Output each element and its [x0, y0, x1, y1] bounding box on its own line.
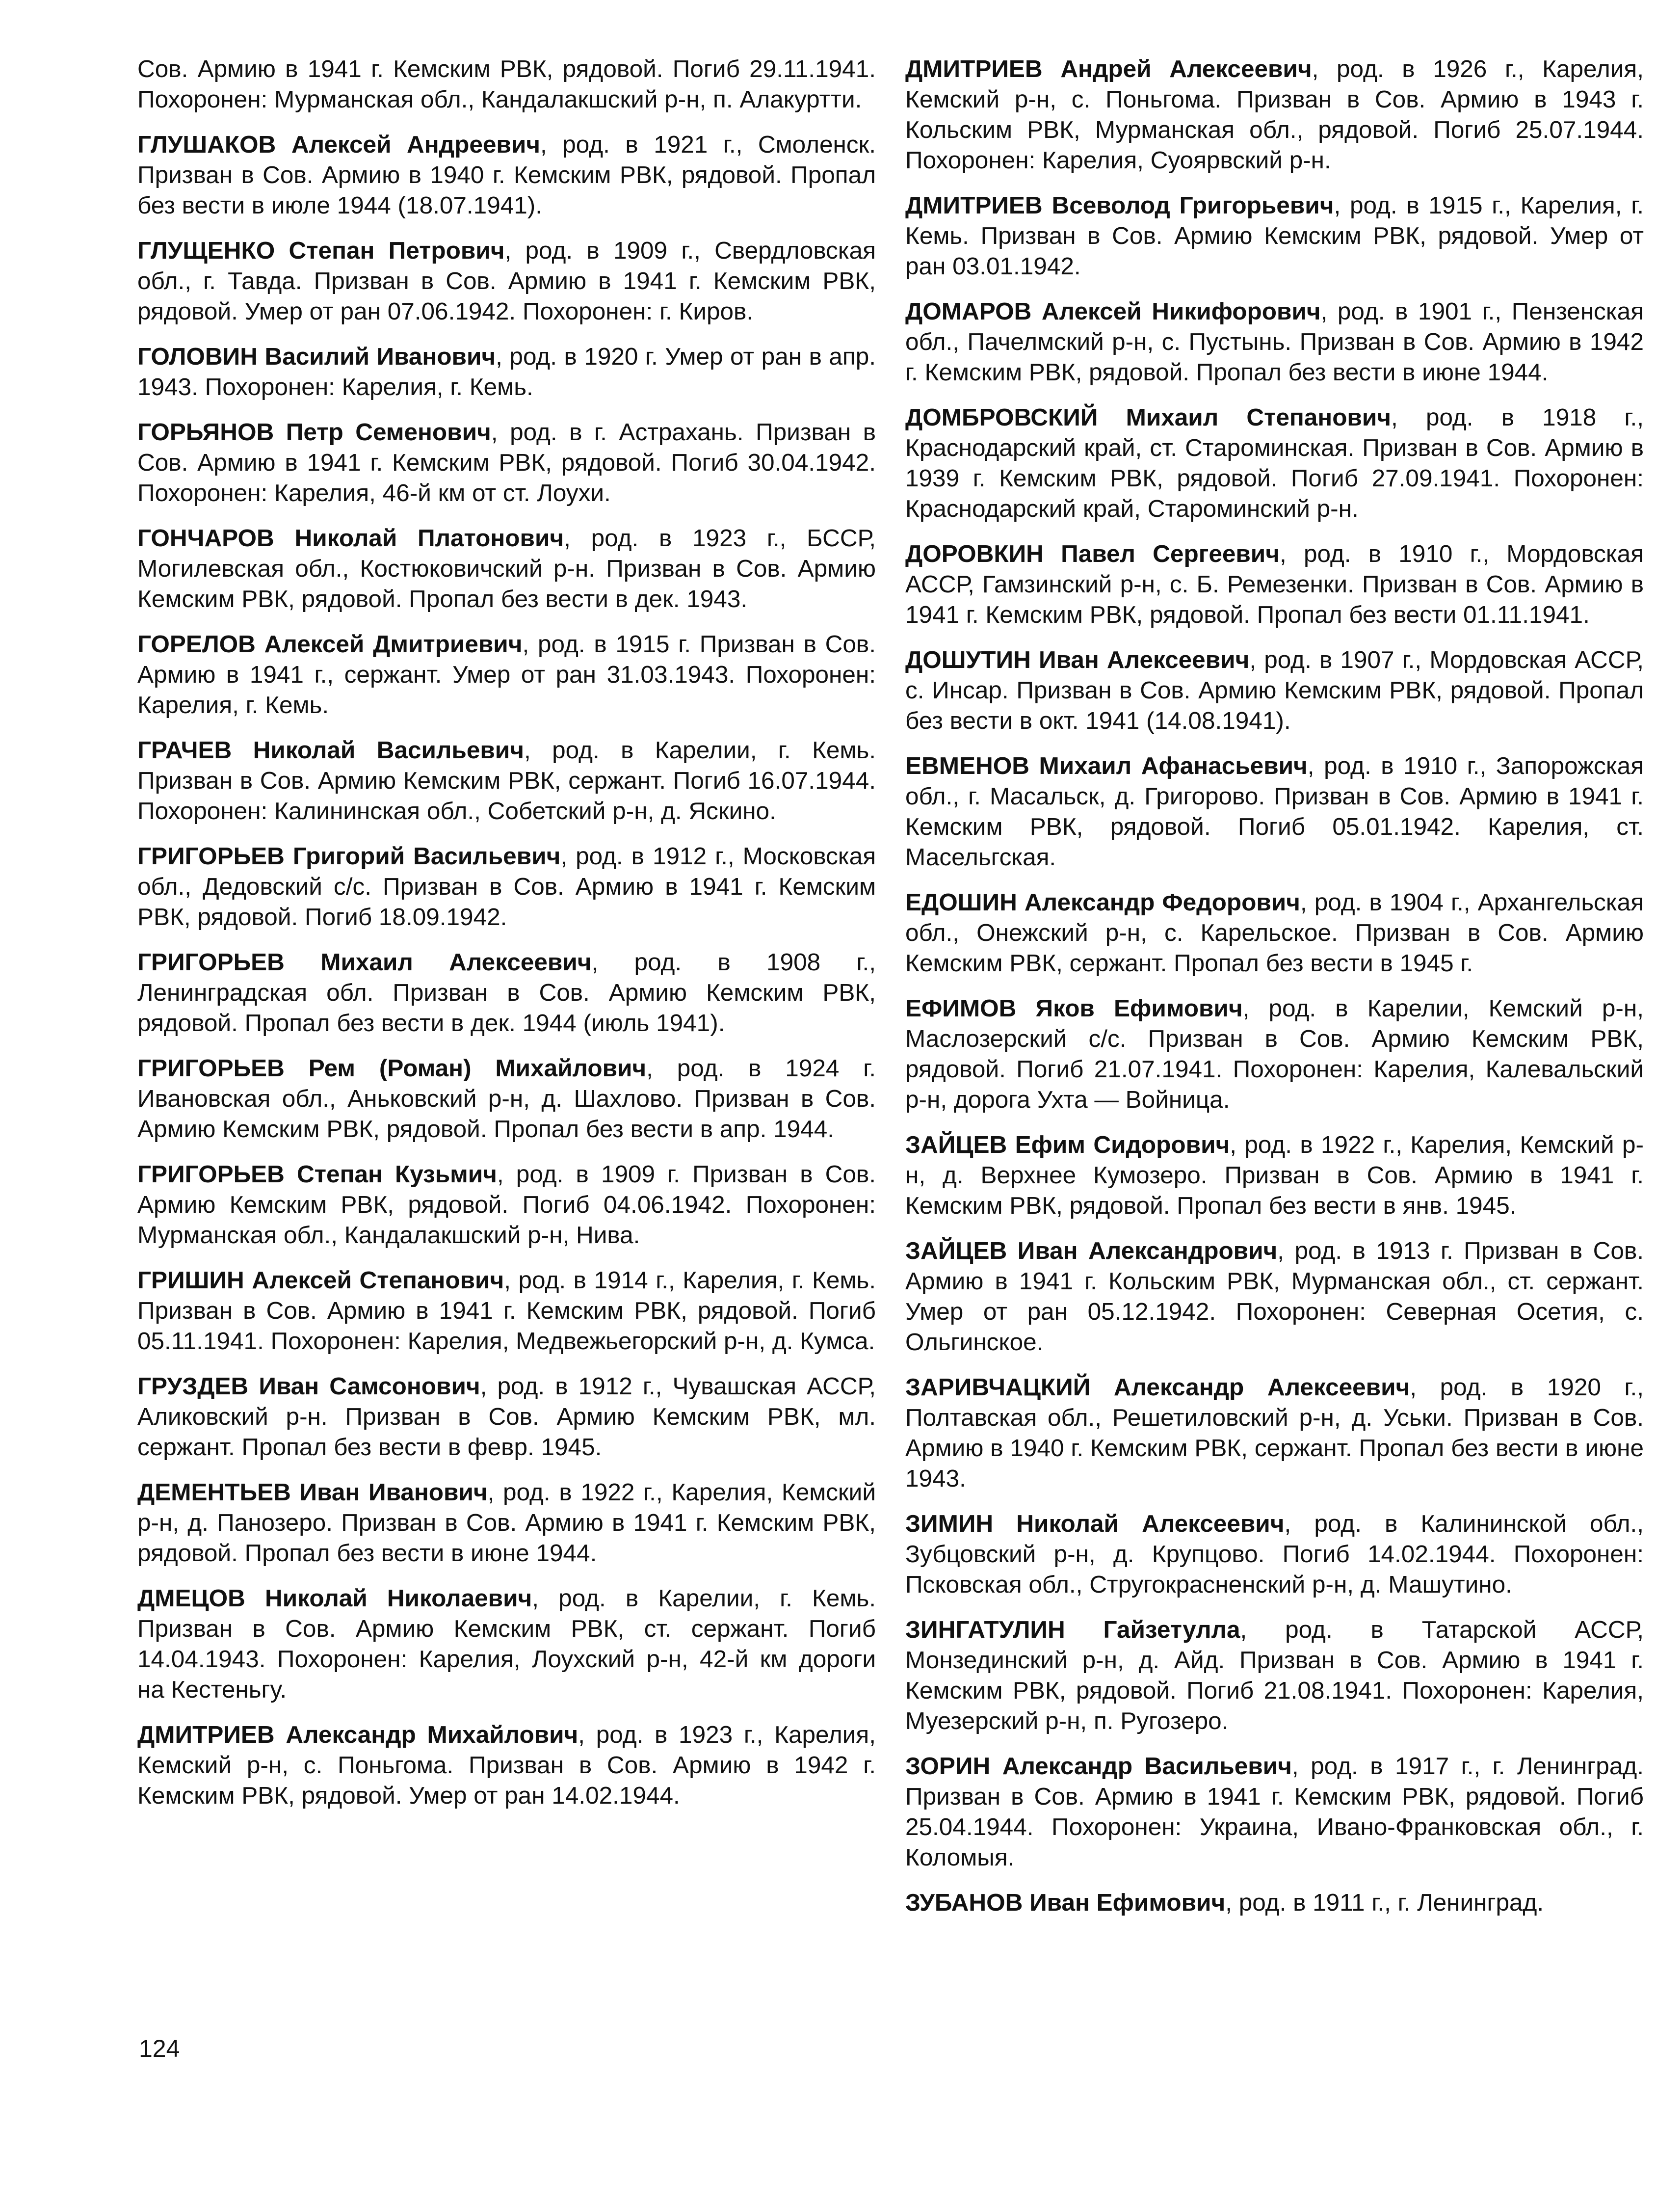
entry-name: ЗОРИН Александр Васильевич — [905, 1753, 1292, 1780]
entry — [137, 523, 876, 614]
entry — [905, 751, 1644, 873]
entry-name: ГЛУШАКОВ Алексей Андреевич — [137, 131, 540, 158]
entry-text: , род. в 1904 г., Архангельская обл., Онежский р-н, с. Карельское. Призван в Сов. Армию Кемским РВК, сержант. Пропал без вести в 1945 г. — [905, 889, 1644, 977]
entry-text: , род. в 1922 г., Карелия, Кемский р-н, д. Панозеро. Призван в Сов. Армию в 1941 г. Кемским РВК, рядовой. Пропал без вести в июне 1944. — [137, 1479, 876, 1567]
entry — [905, 645, 1644, 736]
entry-text: , род. в г. Астрахань. Призван в Сов. Армию в 1941 г. Кемским РВК, рядовой. Погиб 30.04.1942. Похоронен: Карелия, 46-й км от ст. Лоухи. — [137, 419, 876, 506]
entry — [137, 130, 876, 221]
entry-name: ГРИГОРЬЕВ Степан Кузьмич — [137, 1161, 497, 1188]
entry-name: ДОМБРОВСКИЙ Михаил Степанович — [905, 404, 1392, 431]
entry-text: , род. в 1917 г., г. Ленинград. Призван в Сов. Армию в 1941 г. Кемским РВК, рядовой. Погиб 25.04.1944. Похоронен: Украина, Ивано-Франковская обл., г. Коломыя. — [905, 1753, 1644, 1871]
entry-text: , род. в Калининской обл., Зубцовский р-н, д. Крупцово. Погиб 14.02.1944. Похоронен: Псковская обл., Стругокрасненский р-н, д. Машутино. — [905, 1510, 1644, 1598]
entry-name: ДОМАРОВ Алексей Никифорович — [905, 298, 1321, 325]
entry-text: , род. в 1910 г., Мордовская АССР, Гамзинский р-н, с. Б. Ремезенки. Призван в Сов. Армию в 1941 г. Кемским РВК, рядовой. Пропал без вести 01.11.1941. — [905, 540, 1644, 628]
entry — [137, 1720, 876, 1811]
entry — [905, 1751, 1644, 1873]
right-column — [905, 54, 1644, 1933]
entry — [137, 629, 876, 720]
entry-name: ГРУЗДЕВ Иван Самсонович — [137, 1373, 480, 1400]
entry-text: , род. в 1909 г. Призван в Сов. Армию Кемским РВК, рядовой. Погиб 04.06.1942. Похоронен: Мурманская обл., Кандалакшский р-н, Нива. — [137, 1161, 876, 1249]
entry-name: ДМИТРИЕВ Андрей Алексеевич — [905, 55, 1312, 82]
entry — [137, 236, 876, 327]
entry-text: , род. в 1920 г. Умер от ран в апр. 1943. Похоронен: Карелия, г. Кемь. — [137, 343, 876, 400]
entry — [137, 54, 876, 115]
entry — [137, 1053, 876, 1145]
entry-text: , род. в 1915 г., Карелия, г. Кемь. Призван в Сов. Армию Кемским РВК, рядовой. Умер от ран 03.01.1942. — [905, 192, 1644, 280]
entry-name: ДМЕЦОВ Николай Николаевич — [137, 1585, 532, 1612]
entry-name: ЗИНГАТУЛИН Гайзетулла — [905, 1616, 1240, 1643]
entry-text: , род. в Карелии, г. Кемь. Призван в Сов. Армию Кемским РВК, ст. сержант. Погиб 14.04.1943. Похоронен: Карелия, Лоухский р-н, 42-й км дороги на Кестеньгу. — [137, 1585, 876, 1703]
entry — [137, 1159, 876, 1251]
entry — [905, 887, 1644, 979]
entry-text: , род. в 1926 г., Карелия, Кемский р-н, с. Поньгома. Призван в Сов. Армию в 1943 г. Кольским РВК, Мурманская обл., рядовой. Погиб 25.07.1944. Похоронен: Карелия, Суоярвский р-н. — [905, 55, 1644, 174]
entry-text: , род. в 1908 г., Ленинградская обл. Призван в Сов. Армию Кемским РВК, рядовой. Пропал без вести в дек. 1944 (июль 1941). — [137, 949, 876, 1037]
entry — [137, 1371, 876, 1463]
entry — [137, 417, 876, 508]
entry — [905, 539, 1644, 630]
entry-name: ДМИТРИЕВ Александр Михайлович — [137, 1721, 578, 1748]
entry — [137, 735, 876, 826]
entry-text: , род. в 1921 г., Смоленск. Призван в Сов. Армию в 1940 г. Кемским РВК, рядовой. Пропал без вести в июле 1944 (18.07.1941). — [137, 131, 876, 219]
entry-name: ГОРЬЯНОВ Петр Семенович — [137, 419, 491, 446]
entry-text: , род. в 1914 г., Карелия, г. Кемь. Призван в Сов. Армию в 1941 г. Кемским РВК, рядовой. Погиб 05.11.1941. Похоронен: Карелия, Медвежьегорский р-н, д. Кумса. — [137, 1267, 876, 1355]
entry-name: ДОРОВКИН Павел Сергеевич — [905, 540, 1280, 567]
entry-name: ЗУБАНОВ Иван Ефимович — [905, 1889, 1226, 1916]
entry-text: , род. в 1901 г., Пензенская обл., Пачелмский р-н, с. Пустынь. Призван в Сов. Армию в 1942 г. Кемским РВК, рядовой. Пропал без вести в июне 1944. — [905, 298, 1644, 386]
entry-name: ГОЛОВИН Василий Иванович — [137, 343, 496, 370]
entry-text: , род. в 1910 г., Запорожская обл., г. Масальск, д. Григорово. Призван в Сов. Армию в 1941 г. Кемским РВК, рядовой. Погиб 05.01.1942. Карелия, ст. Масельгская. — [905, 752, 1644, 871]
entry-text: Сов. Армию в 1941 г. Кемским РВК, рядовой. Погиб 29.11.1941. Похоронен: Мурманская обл., Кандалакшский р-н, п. Алакуртти. — [137, 55, 876, 113]
entry — [905, 1509, 1644, 1600]
entry-name: ДМИТРИЕВ Всеволод Григорьевич — [905, 192, 1334, 219]
entry-name: ЗАРИВЧАЦКИЙ Александр Алексеевич — [905, 1374, 1410, 1401]
entry — [137, 1265, 876, 1357]
entry-name: ГРИГОРЬЕВ Михаил Алексеевич — [137, 949, 592, 976]
entry-name: ЗАЙЦЕВ Иван Александрович — [905, 1237, 1278, 1264]
entry-text: , род. в 1912 г., Чувашская АССР, Аликовский р-н. Призван в Сов. Армию Кемским РВК, мл. сержант. Пропал без вести в февр. 1945. — [137, 1373, 876, 1461]
entry-name: ЕДОШИН Александр Федорович — [905, 889, 1300, 916]
entry-name: ЗАЙЦЕВ Ефим Сидорович — [905, 1131, 1230, 1158]
entry-text: , род. в Карелии, Кемский р-н, Маслозерский с/с. Призван в Сов. Армию Кемским РВК, рядовой. Погиб 21.07.1941. Похоронен: Карелия, Калевальский р-н, дорога Ухта — Войница. — [905, 995, 1644, 1113]
entry-name: ДЕМЕНТЬЕВ Иван Иванович — [137, 1479, 488, 1506]
entry-text: , род. в 1911 г., г. Ленинград. — [1225, 1889, 1544, 1916]
entry — [905, 402, 1644, 524]
entry-text: , род. в 1923 г., БССР, Могилевская обл., Костюковичский р-н. Призван в Сов. Армию Кемским РВК, рядовой. Пропал без вести в дек. 1943. — [137, 525, 876, 613]
entry-text: , род. в Карелии, г. Кемь. Призван в Сов. Армию Кемским РВК, сержант. Погиб 16.07.1944. Похоронен: Калининская обл., Собетский р-н, д. Яскино. — [137, 737, 876, 825]
entry-text: , род. в 1913 г. Призван в Сов. Армию в 1941 г. Кольским РВК, Мурманская обл., ст. сержант. Умер от ран 05.12.1942. Похоронен: Северная Осетия, с. Ольгинское. — [905, 1237, 1644, 1356]
entry — [905, 296, 1644, 388]
entry-name: ЕФИМОВ Яков Ефимович — [905, 995, 1243, 1022]
entry-name: ГРАЧЕВ Николай Васильевич — [137, 737, 524, 764]
entry-text: , род. в 1924 г. Ивановская обл., Аньковский р-н, д. Шахлово. Призван в Сов. Армию Кемским РВК, рядовой. Пропал без вести в апр. 1944. — [137, 1055, 876, 1143]
entry-text: , род. в 1920 г., Полтавская обл., Решетиловский р-н, д. Уськи. Призван в Сов. Армию в 1940 г. Кемским РВК, сержант. Пропал без вести в июне 1943. — [905, 1374, 1644, 1492]
entry-name: ЕВМЕНОВ Михаил Афанасьевич — [905, 752, 1308, 779]
entry — [137, 1583, 876, 1705]
entry — [905, 1130, 1644, 1221]
entry — [905, 1236, 1644, 1358]
entry — [905, 190, 1644, 282]
entry-text: , род. в 1918 г., Краснодарский край, ст. Староминская. Призван в Сов. Армию в 1939 г. Кемским РВК, рядовой. Погиб 27.09.1941. Похоронен: Краснодарский край, Староминский р-н. — [905, 404, 1644, 522]
entry — [137, 947, 876, 1039]
entry-text: , род. в Татарской АССР, Монзединский р-н, д. Айд. Призван в Сов. Армию в 1941 г. Кемским РВК, рядовой. Погиб 21.08.1941. Похоронен: Карелия, Муезерский р-н, п. Ругозеро. — [905, 1616, 1644, 1734]
entry-name: ГРИГОРЬЕВ Рем (Роман) Михайлович — [137, 1055, 647, 1082]
entry-text: , род. в 1922 г., Карелия, Кемский р-н, д. Верхнее Кумозеро. Призван в Сов. Армию в 1941 г. Кемским РВК, рядовой. Пропал без вести в янв. 1945. — [905, 1131, 1644, 1219]
entry-name: ГЛУЩЕНКО Степан Петрович — [137, 237, 505, 264]
entry — [905, 1888, 1644, 1918]
entry — [905, 1615, 1644, 1736]
entry-name: ГОНЧАРОВ Николай Платонович — [137, 525, 564, 552]
entry — [905, 54, 1644, 176]
entry — [137, 1477, 876, 1569]
entry-text: , род. в 1915 г. Призван в Сов. Армию в 1941 г., сержант. Умер от ран 31.03.1943. Похоронен: Карелия, г. Кемь. — [137, 631, 876, 719]
entry-name: ДОШУТИН Иван Алексеевич — [905, 646, 1250, 673]
entry-text: , род. в 1909 г., Свердловская обл., г. Тавда. Призван в Сов. Армию в 1941 г. Кемским РВК, рядовой. Умер от ран 07.06.1942. Похоронен: г. Киров. — [137, 237, 876, 325]
entry-text: , род. в 1912 г., Московская обл., Дедовский с/с. Призван в Сов. Армию в 1941 г. Кемским РВК, рядовой. Погиб 18.09.1942. — [137, 843, 876, 931]
left-column — [137, 54, 876, 1826]
entry-name: ГРИШИН Алексей Степанович — [137, 1267, 504, 1294]
entry — [905, 1372, 1644, 1494]
entry-name: ГОРЕЛОВ Алексей Дмитриевич — [137, 631, 523, 658]
entry-name: ГРИГОРЬЕВ Григорий Васильевич — [137, 843, 561, 870]
entry — [137, 342, 876, 402]
page-number: 124 — [139, 2035, 180, 2062]
entry — [137, 841, 876, 933]
entry-name: ЗИМИН Николай Алексеевич — [905, 1510, 1285, 1537]
entry — [905, 993, 1644, 1115]
entry-text: , род. в 1907 г., Мордовская АССР, с. Инсар. Призван в Сов. Армию Кемским РВК, рядовой. Пропал без вести в окт. 1941 (14.08.1941). — [905, 646, 1644, 734]
entry-text: , род. в 1923 г., Карелия, Кемский р-н, с. Поньгома. Призван в Сов. Армию в 1942 г. Кемским РВК, рядовой. Умер от ран 14.02.1944. — [137, 1721, 876, 1809]
